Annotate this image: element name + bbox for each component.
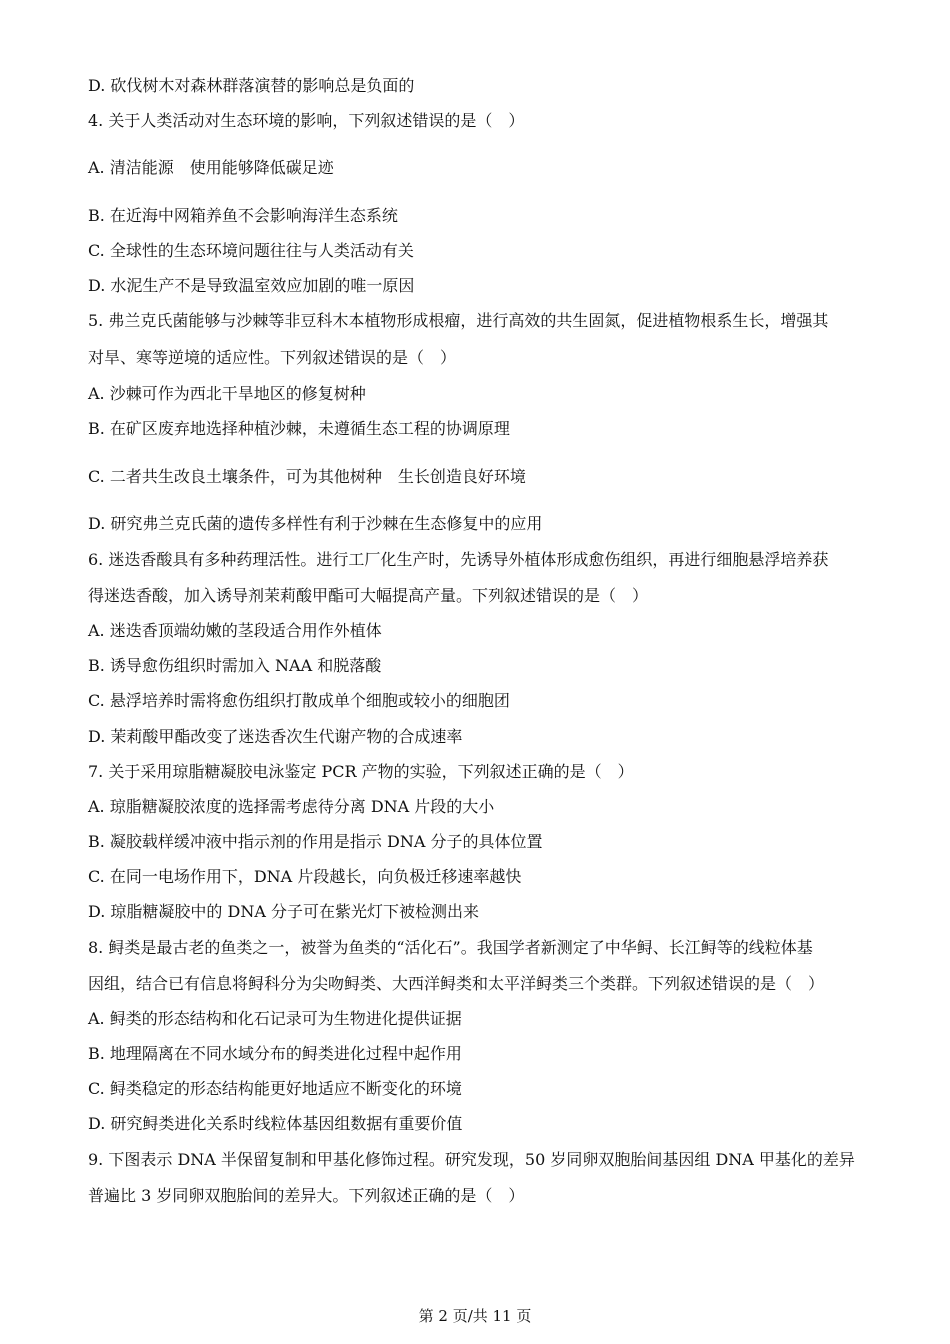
option-8d: D. 研究鲟类进化关系时线粒体基因组数据有重要价值 bbox=[88, 1114, 463, 1133]
option-4b: B. 在近海中网箱养鱼不会影响海洋生态系统 bbox=[88, 206, 398, 225]
option-8b: B. 地理隔离在不同水域分布的鲟类进化过程中起作用 bbox=[88, 1044, 462, 1063]
question-9-stem: 9. 下图表示 DNA 半保留复制和甲基化修饰过程。研究发现，50 岁同卵双胞胎间基因组 DNA 甲基化的差异 bbox=[88, 1150, 855, 1169]
question-6-stem-cont: 得迷迭香酸，加入诱导剂茉莉酸甲酯可大幅提高产量。下列叙述错误的是（ ） bbox=[88, 586, 649, 605]
option-4c: C. 全球性的生态环境问题往往与人类活动有关 bbox=[88, 241, 414, 260]
option-6b: B. 诱导愈伤组织时需加入 NAA 和脱落酸 bbox=[88, 656, 382, 675]
option-5d: D. 研究弗兰克氏菌的遗传多样性有利于沙棘在生态修复中的应用 bbox=[88, 514, 543, 533]
option-5c: C. 二者共生改良土壤条件，可为其他树种 生长创造良好环境 bbox=[88, 467, 526, 486]
question-8-stem: 8. 鲟类是最古老的鱼类之一，被誉为鱼类的“活化石”。我国学者新测定了中华鲟、长江鲟等的线粒体基 bbox=[88, 938, 813, 957]
option-7c: C. 在同一电场作用下，DNA 片段越长，向负极迁移速率越快 bbox=[88, 867, 522, 886]
option-7b: B. 凝胶载样缓冲液中指示剂的作用是指示 DNA 分子的具体位置 bbox=[88, 832, 543, 851]
question-6-stem: 6. 迷迭香酸具有多种药理活性。进行工厂化生产时，先诱导外植体形成愈伤组织，再进行细胞悬浮培养获 bbox=[88, 550, 829, 569]
option-5b: B. 在矿区废弃地选择种植沙棘，未遵循生态工程的协调原理 bbox=[88, 419, 510, 438]
option-4d: D. 水泥生产不是导致温室效应加剧的唯一原因 bbox=[88, 276, 415, 295]
question-5-stem-cont: 对旱、寒等逆境的适应性。下列叙述错误的是（ ） bbox=[88, 348, 457, 367]
question-4-stem: 4. 关于人类活动对生态环境的影响，下列叙述错误的是（ ） bbox=[88, 111, 525, 130]
question-8-stem-cont: 因组，结合已有信息将鲟科分为尖吻鲟类、大西洋鲟类和太平洋鲟类三个类群。下列叙述错误的是（ ） bbox=[88, 974, 825, 993]
option-6d: D. 茉莉酸甲酯改变了迷迭香次生代谢产物的合成速率 bbox=[88, 727, 463, 746]
question-7-stem: 7. 关于采用琼脂糖凝胶电泳鉴定 PCR 产物的实验，下列叙述正确的是（ ） bbox=[88, 762, 634, 781]
option-6a: A. 迷迭香顶端幼嫩的茎段适合用作外植体 bbox=[88, 621, 382, 640]
option-7d: D. 琼脂糖凝胶中的 DNA 分子可在紫光灯下被检测出来 bbox=[88, 902, 479, 921]
page-number-footer: 第 2 页/共 11 页 bbox=[418, 1307, 532, 1325]
option-6c: C. 悬浮培养时需将愈伤组织打散成单个细胞或较小的细胞团 bbox=[88, 691, 510, 710]
option-3d: D. 砍伐树木对森林群落演替的影响总是负面的 bbox=[88, 76, 415, 95]
question-5-stem: 5. 弗兰克氏菌能够与沙棘等非豆科木本植物形成根瘤，进行高效的共生固氮，促进植物根系生长，增强其 bbox=[88, 311, 829, 330]
option-8a: A. 鲟类的形态结构和化石记录可为生物进化提供证据 bbox=[88, 1009, 462, 1028]
option-7a: A. 琼脂糖凝胶浓度的选择需考虑待分离 DNA 片段的大小 bbox=[88, 797, 495, 816]
option-5a: A. 沙棘可作为西北干旱地区的修复树种 bbox=[88, 384, 366, 403]
question-9-stem-cont: 普遍比 3 岁同卵双胞胎间的差异大。下列叙述正确的是（ ） bbox=[88, 1186, 525, 1205]
option-4a: A. 清洁能源 使用能够降低碳足迹 bbox=[88, 158, 334, 177]
option-8c: C. 鲟类稳定的形态结构能更好地适应不断变化的环境 bbox=[88, 1079, 462, 1098]
